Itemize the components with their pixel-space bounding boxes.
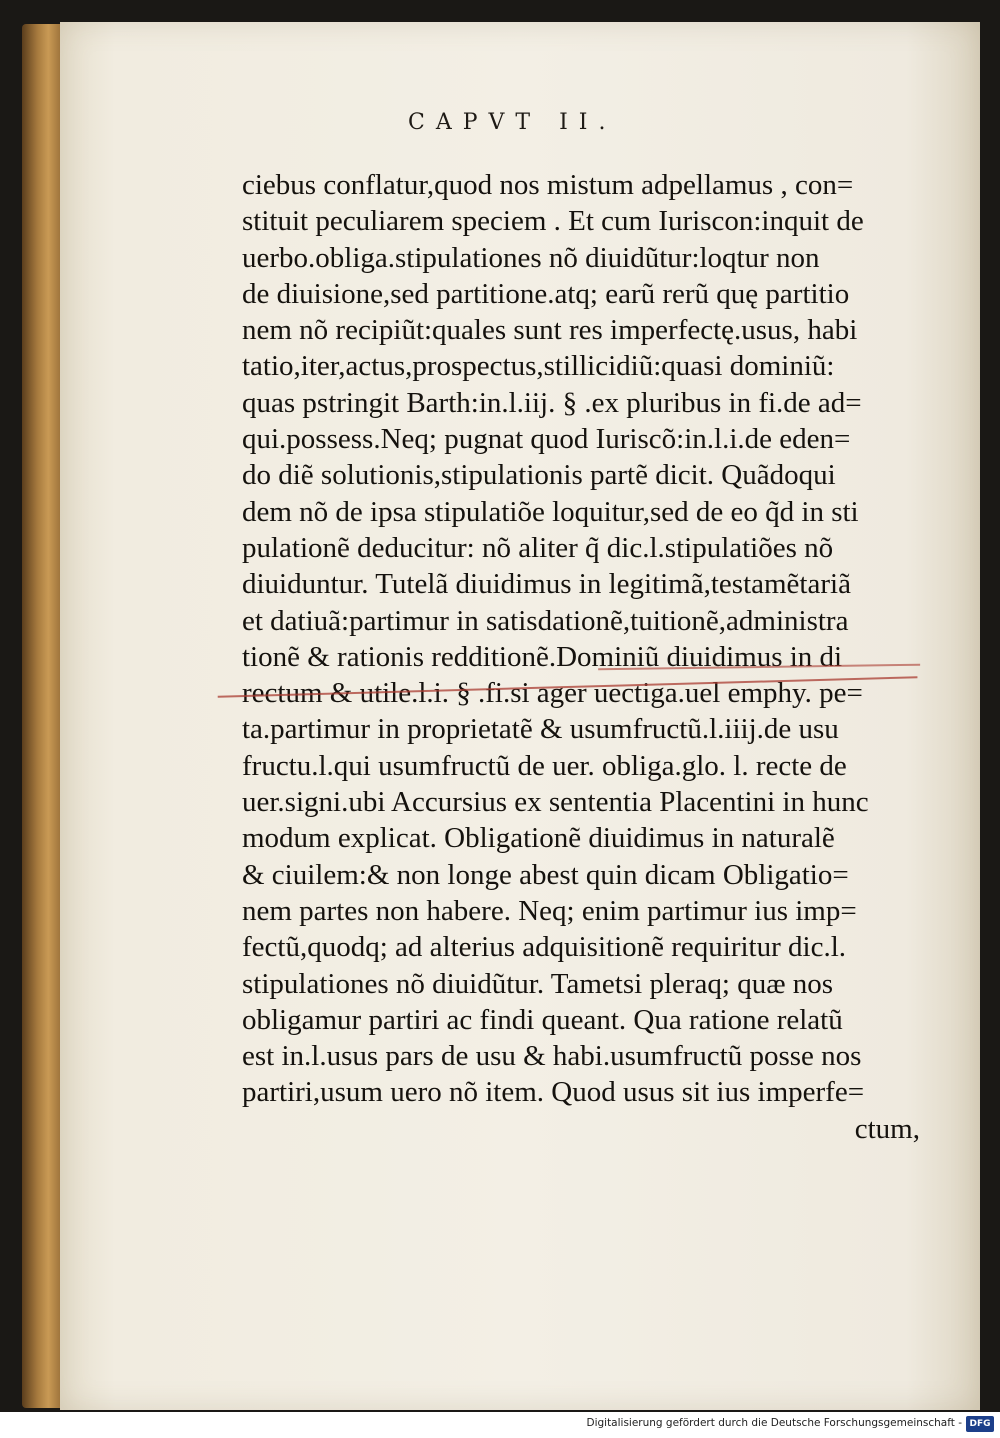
text-line: ciebus conflatur,quod nos mistum adpellamus , con= <box>242 169 854 201</box>
text-line: et datiuã:partimur in satisdationẽ,tuitionẽ,administra <box>242 604 849 637</box>
text-line: diuiduntur. Tutelã diuidimus in legitimã,testamẽtariã <box>242 568 851 601</box>
text-line: partiri,usum uero nõ item. Quod usus sit ius imperfe= <box>242 1076 865 1109</box>
text-line: pulationẽ deducitur: nõ aliter q̃ dic.l.stipulatiões nõ <box>242 531 834 564</box>
text-line: qui.possess.Neq; pugnat quod Iuriscõ:in.l.i.de eden= <box>242 423 851 456</box>
text-line: est in.l.usus pars de usu & habi.usumfructũ posse nos <box>242 1040 862 1073</box>
dfg-logo: DFG <box>966 1416 994 1432</box>
text-line: fectũ,quodq; ad alterius adquisitionẽ requiritur dic.l. <box>242 931 847 964</box>
text-line: do diẽ solutionis,stipulationis partẽ dicit. Quãdoqui <box>242 459 836 492</box>
text-line: fructu.l.qui usumfructũ de uer. obliga.glo. l. recte de <box>242 749 847 782</box>
body-text <box>242 167 932 1147</box>
text-line: rectum & utile.l.i. § .fi.si ager uectiga.uel emphy. pe= <box>242 677 863 710</box>
footer-bar <box>0 1412 1000 1438</box>
text-line: stipulationes nõ diuidũtur. Tametsi pleraq; quæ nos <box>242 967 834 1000</box>
text-line: modum explicat. Obligationẽ diuidimus in naturalẽ <box>242 822 835 855</box>
text-line: ta.partimur in proprietatẽ & usumfructũ.l.iiij.de usu <box>242 713 839 746</box>
text-line: stituit peculiarem speciem . Et cum Iuriscon:inquit de <box>242 205 864 238</box>
text-line: tatio,iter,actus,prospectus,stillicidiũ:quasi dominiũ: <box>242 350 835 383</box>
text-line: de diuisione,sed partitione.atq; earũ rerũ quę partitio <box>242 277 850 310</box>
text-line: nem partes non habere. Neq; enim partimur ius imp= <box>242 894 857 927</box>
text-line: uerbo.obliga.stipulationes nõ diuidũtur:loqtur non <box>242 241 820 274</box>
text-line: uer.signi.ubi Accursius ex sententia Placentini in hunc <box>242 786 869 819</box>
text-line: quas pstringit Barth:in.l.iij. § .ex pluribus in fi.de ad= <box>242 386 862 419</box>
catchword: ctum, <box>854 1112 920 1145</box>
text-line: tionẽ & rationis redditionẽ.Dominiũ diuidimus in di <box>242 640 843 673</box>
text-line: & ciuilem:& non longe abest quin dicam Obligatio= <box>242 858 849 891</box>
text-line: dem nõ de ipsa stipulatiõe loquitur,sed de eo q̃d in sti <box>242 495 859 528</box>
funding-credit: Digitalisierung gefördert durch die Deutsche Forschungsgemeinschaft - <box>586 1417 962 1429</box>
text-line: nem nõ recipiũt:quales sunt res imperfectę.usus, habi <box>242 314 858 347</box>
running-head: CAPVT II. <box>408 110 617 135</box>
text-line: obligamur partiri ac findi queant. Qua ratione relatũ <box>242 1003 843 1036</box>
